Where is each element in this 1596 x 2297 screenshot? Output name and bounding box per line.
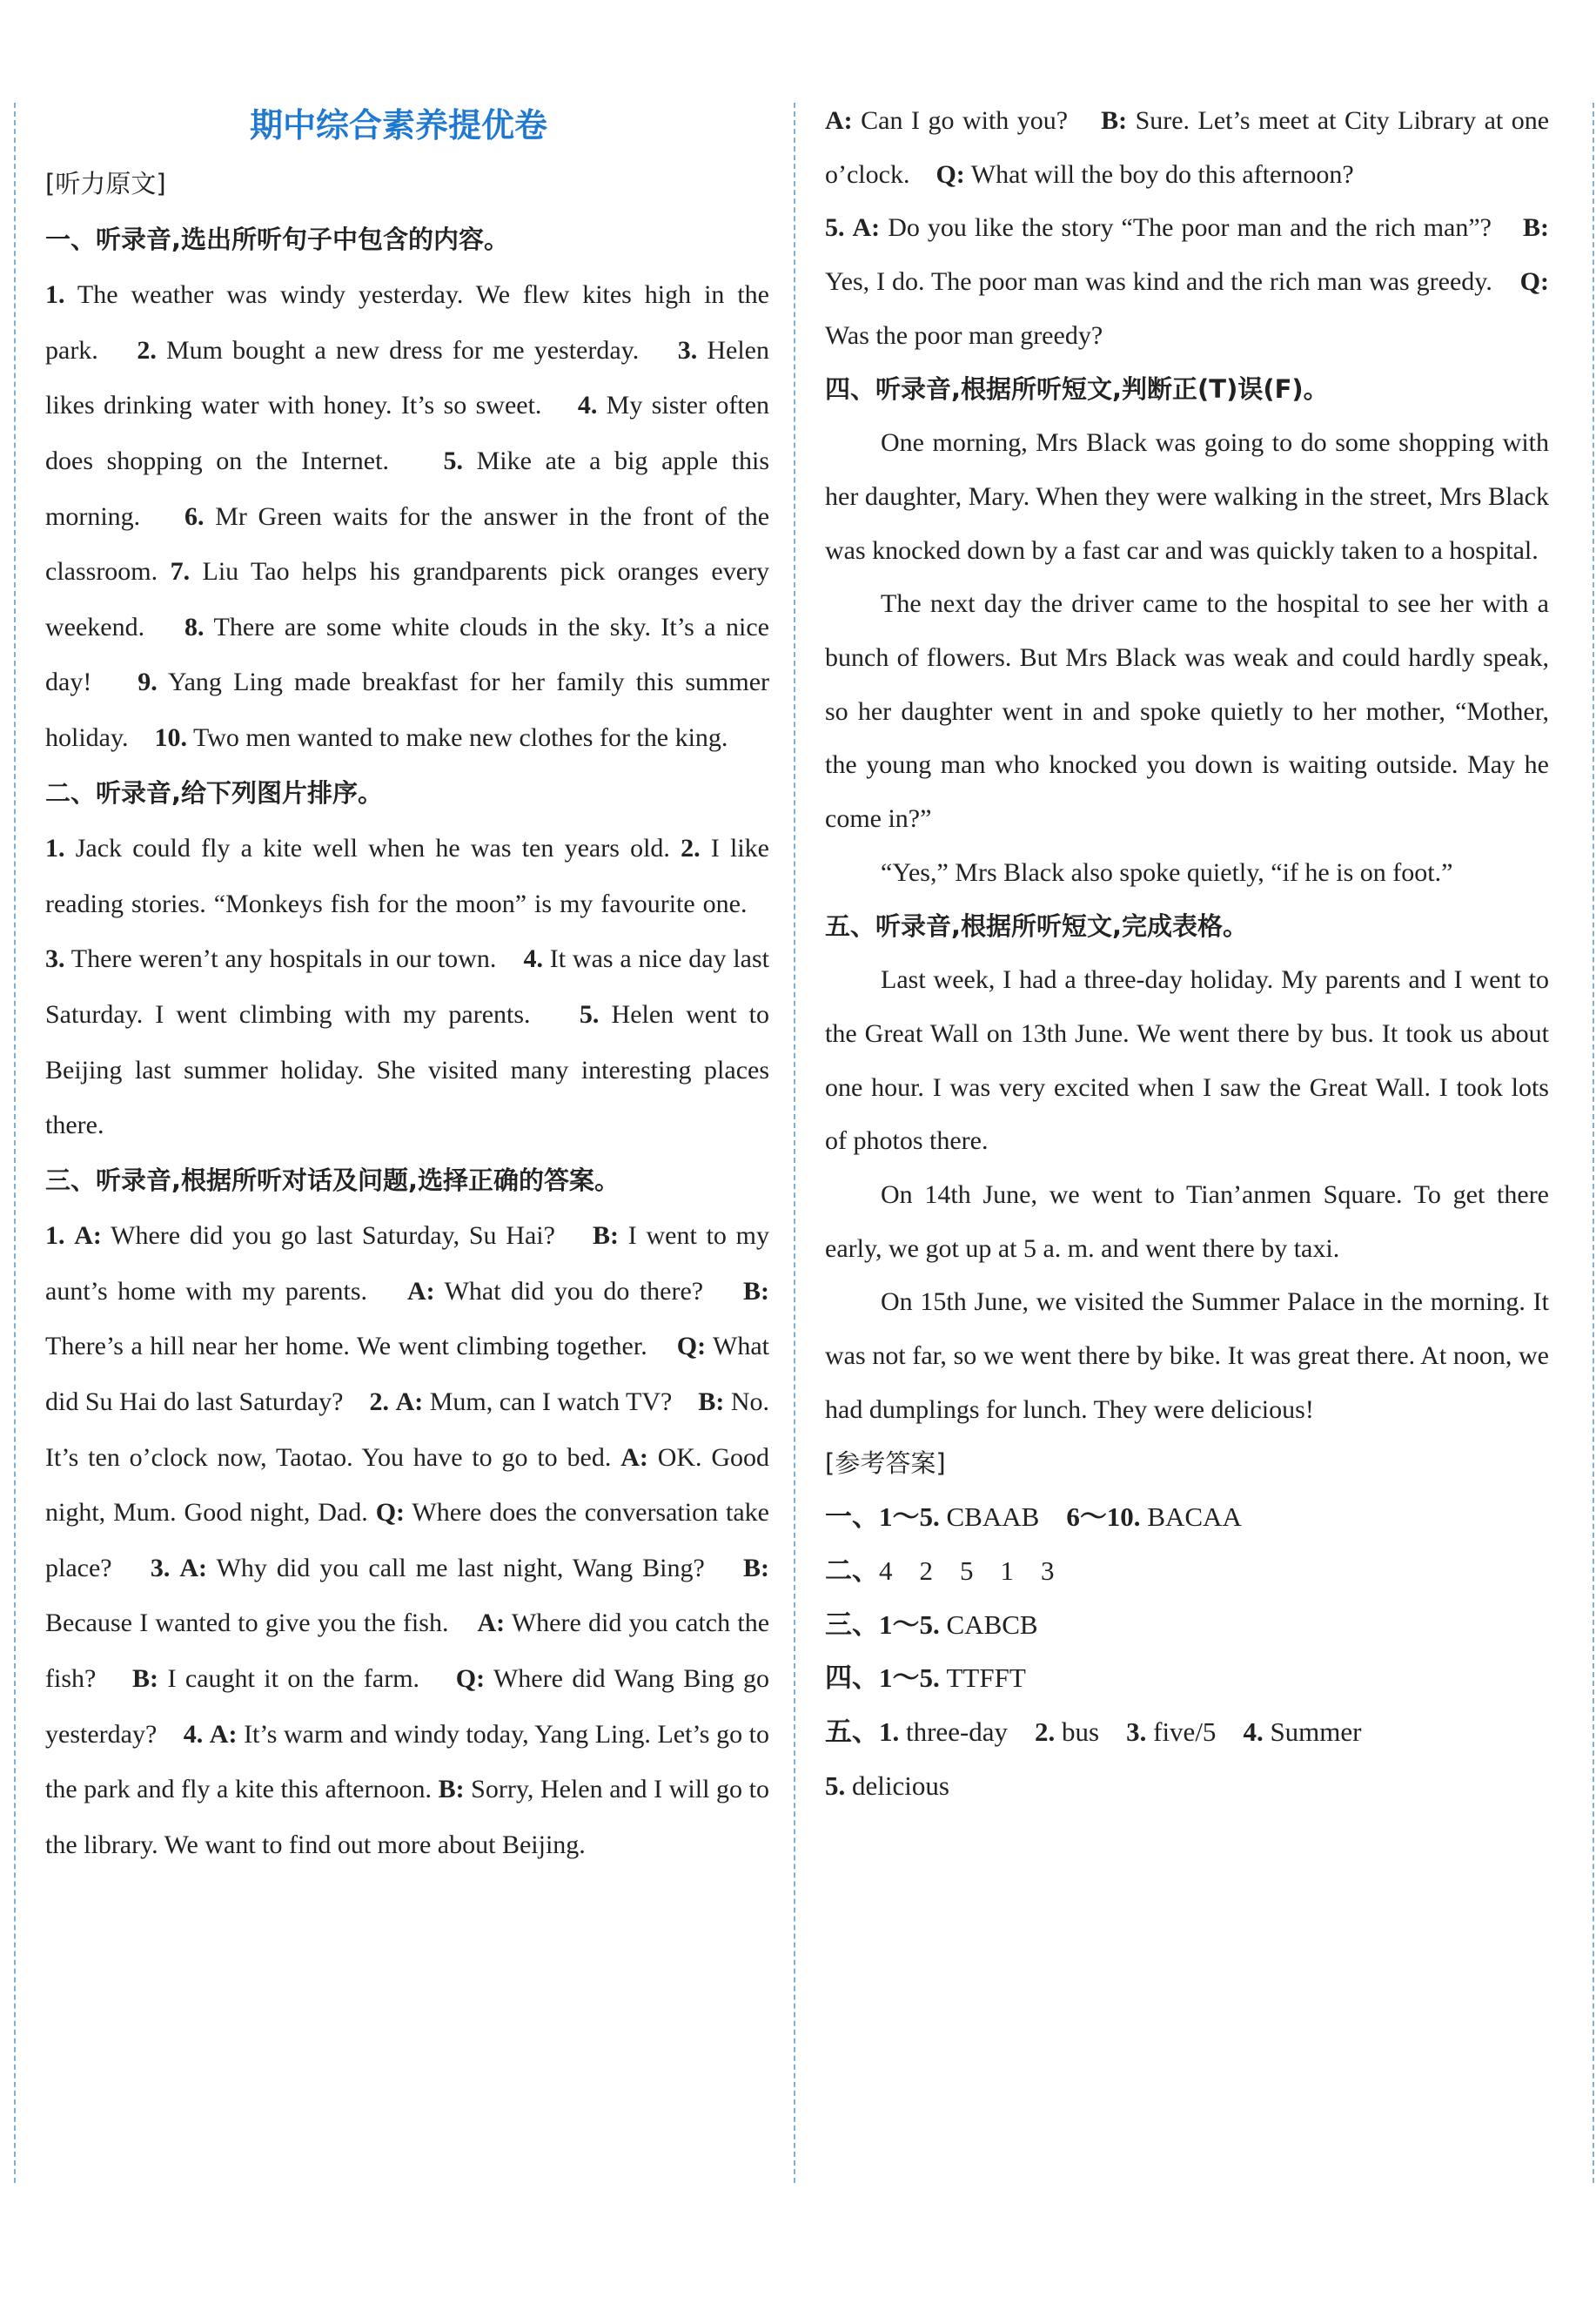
item-number: 9.	[137, 668, 158, 697]
sentence: I like reading stories. “Monkeys fish for the moon” is my favourite one.	[45, 834, 769, 918]
item-number: 4.	[577, 391, 598, 420]
part2-heading: 二、听录音,给下列图片排序。	[45, 777, 384, 808]
sentence: Mum bought a new dress for me yesterday.	[165, 335, 640, 365]
item-number: 2.	[681, 834, 701, 863]
sentence: Mr Green waits for the answer in the front of the classroom.	[45, 501, 770, 587]
item-number: 5.	[579, 999, 600, 1029]
item-number: 1.	[45, 280, 65, 310]
sentence: Helen went to Beijing last summer holiday. She visited many interesting places there.	[45, 999, 770, 1140]
item-number: 6.	[184, 501, 205, 531]
part1-sentences	[45, 267, 769, 765]
part3-dialogues-left: 1. A: Where did you go last Saturday, Su Hai? B: I went to my aunt’s home with my parents. A: What did you do there? B: There’s a hill near her home. We went climbing together. Q: What did Su Hai do last Saturday? 2. A: Mum, can I watch TV? B: No. It’s ten o’clock now, Taotao. You have to go to bed. A: OK. Good night, Mum. Good night, Dad. Q: Where does the conversation take place? 3. A: Why did you call me last night, Wang Bing? B: Because I wanted to give you the fish. A: Where did you catch the fish? B: I caught it on the farm. Q: Where did Wang Bing go yesterday? 4. A: It’s warm and windy today, Yang Ling. Let’s go to the park and fly a kite this afternoon. B: Sorry, Helen and I will go to the library. We want to find out more about Beijing.	[45, 1221, 770, 1859]
right-column	[825, 94, 1549, 1813]
sentence: It was a nice day last Saturday. I went climbing with my parents.	[45, 944, 769, 1029]
item-number: 3.	[677, 335, 698, 365]
left-dashed-rule	[14, 103, 16, 2183]
left-column	[45, 94, 769, 1872]
answer-row-1: 一、1～5. CBAAB 6～10. BACAA	[825, 1501, 1242, 1533]
center-dashed-rule	[794, 103, 795, 2183]
part5-paragraph-1: Last week, I had a three-day holiday. My parents and I went to the Great Wall on 13th June. We went there by bus. It took us about one hour. I was very excited when I saw the Great Wall. I took lots of photos there.	[825, 965, 1549, 1156]
sentence: Liu Tao helps his grandparents pick oranges every weekend.	[45, 557, 770, 641]
transcript-label: [听力原文]	[45, 169, 166, 198]
item-number: 4.	[523, 944, 543, 974]
right-dashed-rule	[1593, 103, 1594, 2183]
sentence: There are some white clouds in the sky. It’s a nice day!	[45, 612, 769, 697]
part5-paragraph-3: On 15th June, we visited the Summer Palace in the morning. It was not far, so we went there by bike. It was great there. At noon, we had dumplings for lunch. They were delicious!	[825, 1287, 1549, 1424]
sentence: Jack could fly a kite well when he was ten years old.	[75, 834, 670, 863]
sentence: The weather was windy yesterday. We flew kites high in the park.	[45, 280, 769, 365]
sentence: Two men wanted to make new clothes for the king.	[193, 722, 728, 752]
part5-heading: 五、听录音,根据所听短文,完成表格。	[825, 910, 1249, 941]
part4-paragraph-1: One morning, Mrs Black was going to do some shopping with her daughter, Mary. When they were walking in the street, Mrs Black was knocked down by a fast car and was quickly taken to a hospital.	[825, 428, 1549, 565]
part4-paragraph-2: The next day the driver came to the hospital to see her with a bunch of flowers. But Mrs Black was weak and could hardly speak, so her daughter went in and spoke quietly to her mother, “Mother, the young man who knocked you down is waiting outside. May he come in?”	[825, 589, 1549, 834]
item-number: 2.	[137, 335, 157, 365]
item-number: 7.	[170, 557, 191, 587]
sentence: My sister often does shopping on the Internet.	[45, 391, 770, 475]
item-number: 10.	[154, 722, 188, 752]
item-number: 3.	[45, 944, 65, 974]
part1-heading: 一、听录音,选出所听句子中包含的内容。	[45, 224, 510, 254]
item-number: 8.	[184, 612, 205, 641]
sentence: There weren’t any hospitals in our town.	[70, 944, 497, 974]
answer-row-4: 四、1～5. TTFFT	[825, 1662, 1026, 1694]
item-number: 5.	[443, 446, 463, 475]
page-title: 期中综合素养提优卷	[249, 106, 547, 144]
answer-row-2: 二、4 2 5 1 3	[825, 1555, 1055, 1586]
sentence: Yang Ling made breakfast for her family this summer holiday.	[45, 668, 770, 752]
item-number: 1.	[45, 834, 65, 863]
part3-dialogues-right: A: Can I go with you? B: Sure. Let’s meet at City Library at one o’clock. Q: What will the boy do this afternoon? 5. A: Do you like the story “The poor man and the rich man”? B: Yes, I do. The poor man was kind and the rich man was greedy. Q: Was the poor man greedy?	[825, 106, 1550, 350]
part4-paragraph-3: “Yes,” Mrs Black also spoke quietly, “if he is on foot.”	[881, 857, 1453, 887]
part4-heading: 四、听录音,根据所听短文,判断正(T)误(F)。	[825, 373, 1329, 404]
part5-paragraph-2: On 14th June, we went to Tian’anmen Square. To get there early, we got up at 5 a. m. and went there by taxi.	[825, 1180, 1549, 1263]
answer-row-6: 5. delicious	[825, 1770, 949, 1801]
answer-row-3: 三、1～5. CABCB	[825, 1609, 1038, 1640]
part2-sentences	[45, 821, 769, 1153]
answers-label: [参考答案]	[825, 1447, 946, 1478]
sentence: Mike ate a big apple this morning.	[45, 446, 770, 531]
answer-row-5: 五、1. three-day 2. bus 3. five/5 4. Summer	[825, 1716, 1362, 1748]
sentence: Helen likes drinking water with honey. It’s so sweet.	[45, 335, 769, 420]
part3-heading: 三、听录音,根据所听对话及问题,选择正确的答案。	[45, 1165, 620, 1195]
